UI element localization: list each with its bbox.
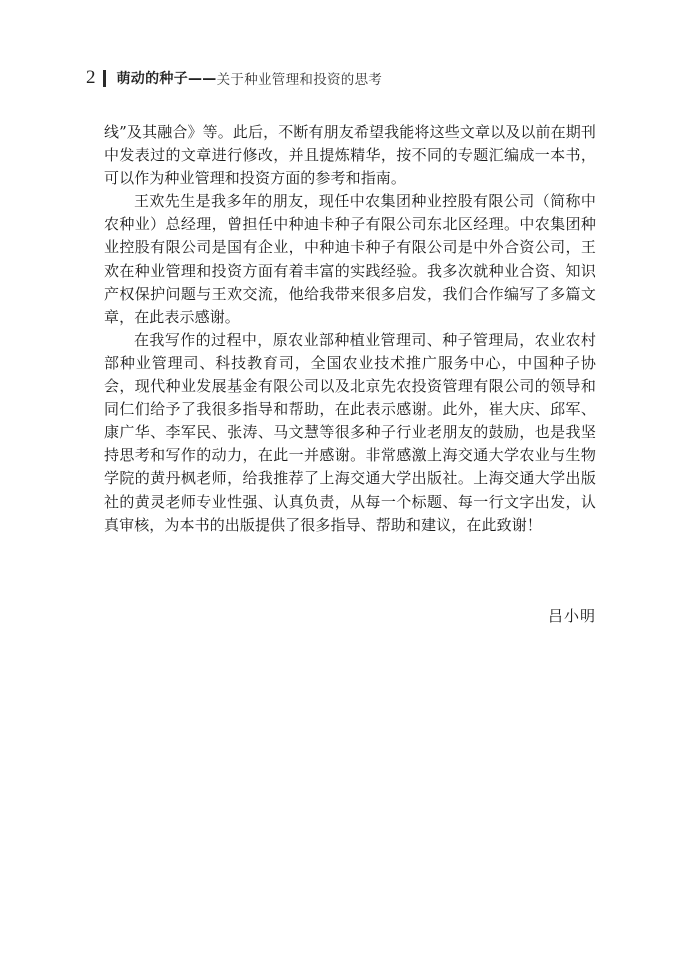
page-number: 2 [86, 67, 96, 88]
author-signature: 吕小明 [547, 607, 596, 625]
running-header [86, 66, 382, 90]
paragraph-acknowledgement-institutions: 在我写作的过程中，原农业部种植业管理司、种子管理局，农业农村部种业管理司、科技教育司，全国农业技术推广服务中心，中国种子协会，现代种业发展基金有限公司以及北京先农投资管理有限公司的领导和同仁们给予了我很多指导和帮助，在此表示感谢。此外，崔大庆、邱军、康广华、李军民、张涛、马文慧等很多种子行业老朋友的鼓励，也是我坚持思考和写作的动力，在此一并感谢。非常感激上海交通大学农业与生物学院的黄丹枫老师，给我推荐了上海交通大学出版社。上海交通大学出版社的黄灵老师专业性强、认真负责，从每一个标题、每一行文字出发，认真审核，为本书的出版提供了很多指导、帮助和建议，在此致谢！ [104, 330, 596, 534]
book-title: 萌动的种子—— [116, 71, 217, 87]
paragraph-continuation: 线”及其融合》等。此后，不断有朋友希望我能将这些文章以及以前在期刊中发表过的文章进行修改，并且提炼精华，按不同的专题汇编成一本书，可以作为种业管理和投资方面的参考和指南。 [104, 123, 596, 188]
book-subtitle: 关于种业管理和投资的思考 [216, 72, 383, 88]
header-divider-bar [103, 70, 106, 87]
body-text [104, 121, 596, 537]
paragraph-acknowledgement-wang-huan: 王欢先生是我多年的朋友，现任中农集团种业控股有限公司（简称中农种业）总经理，曾担任中种迪卡种子有限公司东北区经理。中农集团种业控股有限公司是国有企业，中种迪卡种子有限公司是中外合资公司，王欢在种业管理和投资方面有着丰富的实践经验。我多次就种业合资、知识产权保护问题与王欢交流，他给我带来很多启发，我们合作编写了多篇文章，在此表示感谢。 [104, 192, 596, 326]
